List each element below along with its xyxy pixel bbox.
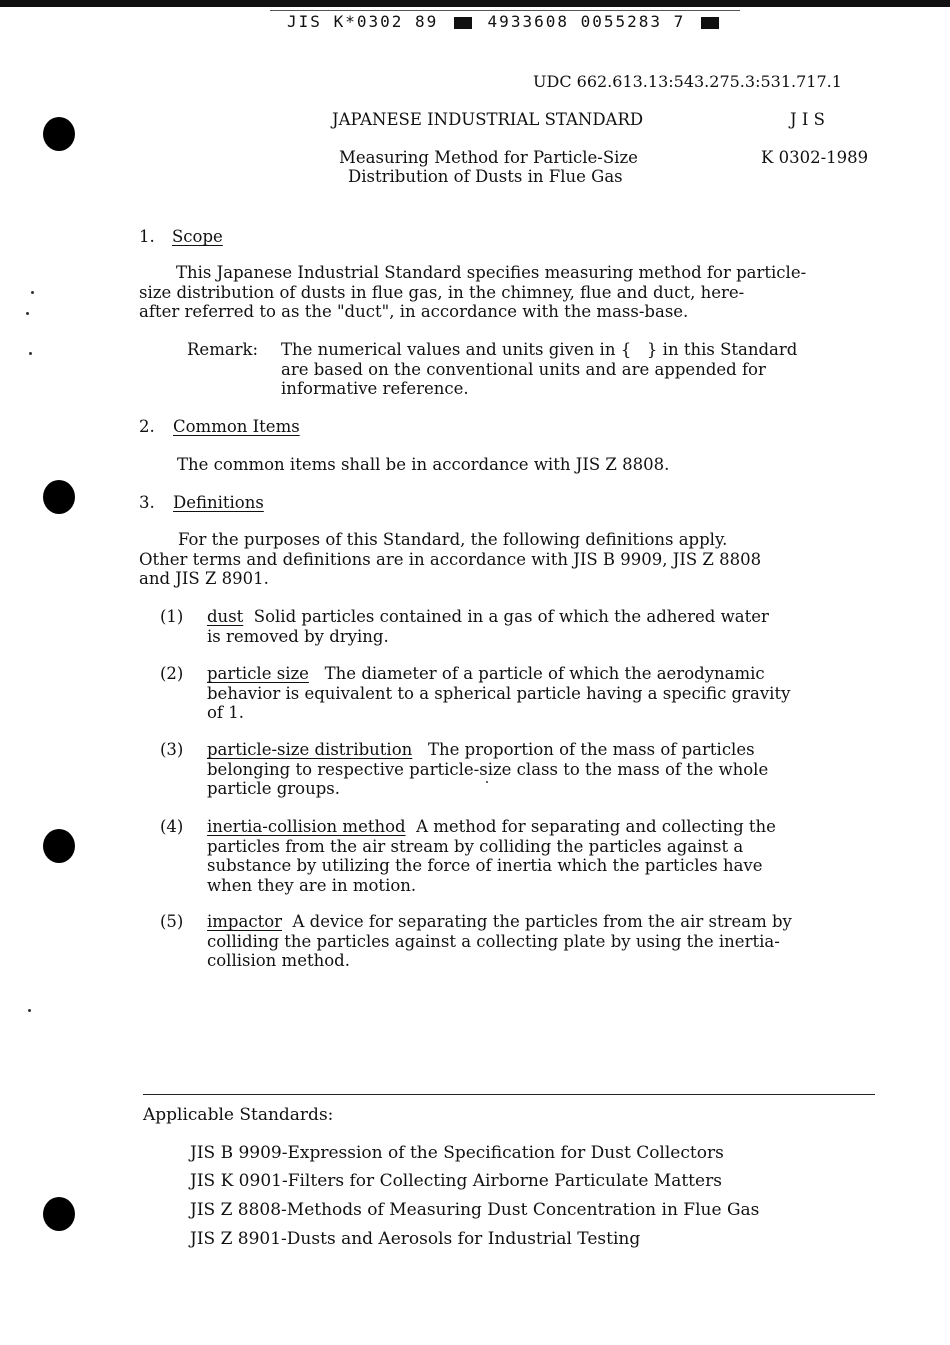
definition-1-number: (1) xyxy=(160,607,184,626)
standard-number: K 0302-1989 xyxy=(761,148,869,167)
section-1-title: Scope xyxy=(172,227,223,246)
definition-5-term: impactor xyxy=(207,912,283,931)
applicable-standards-heading: Applicable Standards: xyxy=(143,1105,334,1125)
definition-5 xyxy=(207,912,792,971)
common-items-text: The common items shall be in accordance with JIS Z 8808. xyxy=(177,455,670,474)
definition-2-text: The diameter of a particle of which the aerodynamic behavior is equivalent to a spherical particle having a specific gravity of 1. xyxy=(207,664,791,722)
scan-speck xyxy=(31,291,34,294)
punch-hole-icon xyxy=(43,1197,75,1231)
section-1-number: 1. xyxy=(139,227,155,246)
punch-hole-icon xyxy=(43,117,75,151)
definition-5-number: (5) xyxy=(160,912,184,931)
udc-code: UDC 662.613.13:543.275.3:531.717.1 xyxy=(533,72,842,91)
applicable-standard-item: JIS B 9909-Expression of the Specification for Dust Collectors xyxy=(190,1143,724,1163)
scan-speck xyxy=(29,352,32,355)
doc-title-line2: Distribution of Dusts in Flue Gas xyxy=(348,167,623,186)
barcode-block-icon xyxy=(701,17,719,29)
section-3-number: 3. xyxy=(139,493,155,512)
footer-divider xyxy=(143,1094,875,1095)
remark-label: Remark: xyxy=(187,340,259,359)
definitions-intro: For the purposes of this Standard, the following definitions apply. Other terms and definitions are in accordance with JIS B 9909, JIS Z 8808 and JIS Z 8901. xyxy=(139,530,762,588)
definition-1-term: dust xyxy=(207,607,244,626)
header-code-mid: 4933608 0055283 7 xyxy=(487,12,686,31)
applicable-standard-item: JIS Z 8808-Methods of Measuring Dust Concentration in Flue Gas xyxy=(190,1200,760,1220)
definition-1-text: Solid particles contained in a gas of which the adhered water is removed by drying. xyxy=(207,607,769,646)
section-2-title: Common Items xyxy=(173,417,300,436)
definition-4-number: (4) xyxy=(160,817,184,836)
definition-2-number: (2) xyxy=(160,664,184,683)
definition-2-term: particle size xyxy=(207,664,309,683)
scan-speck xyxy=(28,1009,31,1012)
applicable-standard-item: JIS K 0901-Filters for Collecting Airborne Particulate Matters xyxy=(190,1171,722,1191)
remark-text: The numerical values and units given in { } in this Standard are based on the conventional units and are appended for informative reference. xyxy=(281,340,798,398)
scope-paragraph: This Japanese Industrial Standard specifies measuring method for particle- size distribution of dusts in flue gas, in the chimney, flue and duct, here- after referred to as the "duct", in accordance with the mass-base. xyxy=(139,263,807,321)
barcode-block-icon xyxy=(454,17,472,29)
definition-3-text: The proportion of the mass of particles belonging to respective particle-size class to the mass of the whole particle groups. xyxy=(207,740,769,798)
definition-3-term: particle-size distribution xyxy=(207,740,413,759)
applicable-standard-item: JIS Z 8901-Dusts and Aerosols for Industrial Testing xyxy=(190,1229,641,1249)
definition-4 xyxy=(207,817,776,895)
definition-2 xyxy=(207,664,790,723)
scan-top-border xyxy=(0,0,950,7)
header-code-strip xyxy=(270,10,740,31)
definition-3 xyxy=(207,740,768,799)
punch-hole-icon xyxy=(43,480,75,514)
definition-4-text: A method for separating and collecting the particles from the air stream by colliding the particles against a substance by utilizing the force of inertia which the particles have when they are in motion. xyxy=(207,817,776,895)
doc-title-line1: Measuring Method for Particle-Size xyxy=(339,148,638,167)
definition-4-term: inertia-collision method xyxy=(207,817,406,836)
jis-mark: J I S xyxy=(790,110,825,129)
standard-type: JAPANESE INDUSTRIAL STANDARD xyxy=(332,110,644,129)
definition-3-number: (3) xyxy=(160,740,184,759)
definition-5-text: A device for separating the particles from the air stream by colliding the particles against a collecting plate by using the inertia- collision method. xyxy=(207,912,792,970)
scan-speck xyxy=(26,312,29,315)
definition-1 xyxy=(207,607,769,646)
section-2-number: 2. xyxy=(139,417,155,436)
header-code-left: JIS K*0302 89 xyxy=(287,12,439,31)
section-3-title: Definitions xyxy=(173,493,264,512)
punch-hole-icon xyxy=(43,829,75,863)
